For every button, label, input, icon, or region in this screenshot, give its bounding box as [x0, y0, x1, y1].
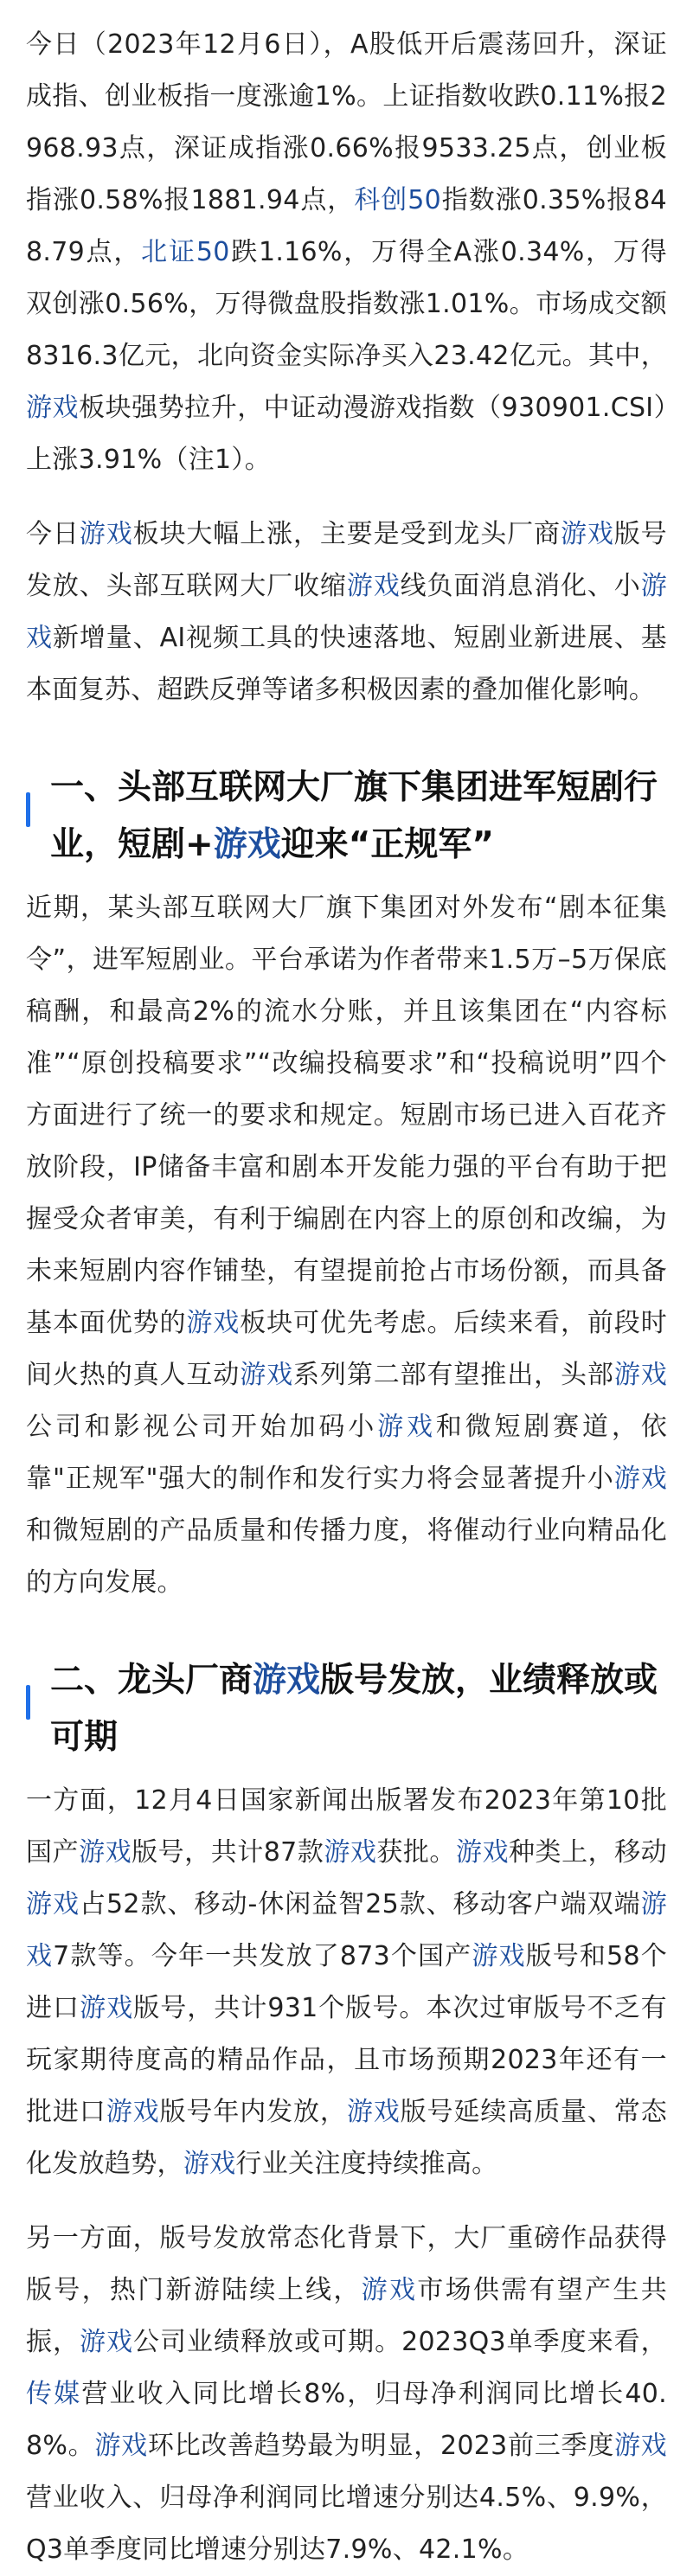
text-segment: 版号，共计87款: [132, 1837, 324, 1868]
link-game[interactable]: 游戏: [94, 2431, 148, 2461]
text-segment: 另一方面，版号发放常态化背景下，大厂重磅作品获得版号，热门新游陆续上线，: [26, 2223, 667, 2305]
link-beizheng50[interactable]: 北证50: [141, 237, 230, 267]
text-segment: 和微短剧赛道，依靠"正规军"强大的制作和发行实力将会显著提升小: [26, 1412, 667, 1494]
text-segment: 近期，某头部互联网大厂旗下集团对外发布“剧本征集令”，进军短剧业。平台承诺为作者带来1.5万–5万保底稿酬，和最高2%的流水分账，并且该集团在“内容标准”“原创投稿要求”“改编投稿要求”和“投稿说明”四个方面进行了统一的要求和规定。短剧市场已进入百花齐放阶段，IP储备丰富和剧本开发能力强的平台有助于把握受众者审美，有利于编剧在内容上的原创和改编，为未来短剧内容作铺垫，有望提前抢占市场份额，而具备基本面优势的: [26, 893, 667, 1338]
text-segment: 市场供需有望产生共振，: [26, 2275, 667, 2357]
link-game[interactable]: 游戏: [106, 2097, 160, 2127]
section-heading-1: [26, 759, 667, 874]
text-segment: 公司业绩释放或可期。2023Q3单季度来看，: [133, 2327, 667, 2357]
link-game[interactable]: 游戏: [324, 1837, 377, 1868]
text-segment: 版号年内发放，: [159, 2097, 347, 2127]
text-segment: 版号，共计931个版号。本次过审版号不乏有玩家期待度高的精品作品，且市场预期2023年还有一批进口: [26, 1993, 667, 2127]
paragraph-earnings: [26, 2213, 667, 2576]
text-segment: 今日: [26, 519, 80, 549]
heading-accent-bar: [26, 792, 30, 827]
link-game[interactable]: 游戏: [26, 1889, 80, 1919]
heading-accent-bar: [26, 1685, 30, 1720]
link-game[interactable]: 游戏: [213, 825, 281, 864]
heading-text: 版号发放，业绩释放或可期: [50, 1661, 658, 1757]
link-game[interactable]: 游戏: [26, 393, 80, 423]
text-segment: 版号延续高质量、常态化发放趋势，: [26, 2097, 668, 2179]
text-segment: 种类上，移动: [509, 1837, 667, 1868]
link-game[interactable]: 游戏: [472, 1941, 526, 1971]
link-game[interactable]: 游戏: [613, 1464, 667, 1494]
link-game[interactable]: 游戏: [346, 571, 401, 601]
link-game[interactable]: 游戏: [253, 1661, 321, 1700]
text-segment: 跌1.16%，万得全A涨0.34%，万得双创涨0.56%，万得微盘股指数涨1.01%。市场成交额8316.3亿元，北向资金实际净买入23.42亿元。其中，: [26, 237, 667, 371]
paragraph-market-summary: [26, 19, 667, 486]
text-segment: 公司和影视公司开始加码小: [26, 1412, 378, 1442]
link-media[interactable]: 传媒: [26, 2379, 82, 2409]
link-game[interactable]: 游戏: [455, 1837, 510, 1868]
text-segment: 7款等。今年一共发放了873个国产: [53, 1941, 472, 1971]
link-game[interactable]: 游戏: [80, 1993, 134, 2023]
text-segment: 系列第二部有望推出，头部: [293, 1360, 614, 1390]
text-segment: 环比改善趋势最为明显，2023前三季度: [147, 2431, 614, 2461]
link-kechuang50[interactable]: 科创50: [354, 185, 442, 215]
section-heading-2: [26, 1652, 667, 1766]
link-game[interactable]: 游戏: [613, 2431, 667, 2461]
paragraph-short-drama: [26, 882, 667, 1609]
heading-text: 一、头部互联网大厂旗下集团进军短剧行业，短剧+: [50, 768, 658, 864]
link-game[interactable]: 游戏: [80, 2327, 134, 2357]
link-game[interactable]: 游戏: [240, 1360, 294, 1390]
link-game[interactable]: 游戏: [361, 2275, 418, 2305]
link-game[interactable]: 游戏: [613, 1360, 668, 1390]
text-segment: 板块大幅上涨，主要是受到龙头厂商: [132, 519, 561, 549]
link-game[interactable]: 游戏: [79, 1837, 132, 1868]
heading-text: 迎来“正规军”: [280, 825, 494, 864]
text-segment: 和微短剧的产品质量和传播力度，将催动行业向精品化的方向发展。: [26, 1515, 667, 1598]
text-segment: 行业关注度持续推高。: [235, 2149, 498, 2179]
text-segment: 一方面，12月4日国家新闻出版署发布2023年第10批国产: [26, 1785, 667, 1868]
text-segment: 获批。: [376, 1837, 456, 1868]
text-segment: 版号和58个进口: [26, 1941, 667, 2023]
link-game[interactable]: 游戏: [560, 519, 614, 549]
text-segment: 板块强势拉升，中证动漫游戏指数（930901.CSI）上涨3.91%（注1）。: [26, 393, 667, 475]
link-game[interactable]: 游戏: [26, 571, 668, 653]
link-game[interactable]: 游戏: [346, 2097, 401, 2127]
link-game[interactable]: 游戏: [377, 1412, 436, 1442]
text-segment: 营业收入、归母净利润同比增速分别达4.5%、9.9%，Q3单季度同比增速分别达7.9%、42.1%。: [26, 2483, 667, 2565]
paragraph-drivers: [26, 509, 667, 716]
text-segment: 营业收入同比增长8%，归母净利润同比增长40.8%。: [26, 2379, 668, 2461]
text-segment: 版号发放、头部互联网大厂收缩: [26, 519, 667, 601]
paragraph-licenses: [26, 1775, 667, 2190]
text-segment: 新增量、AI视频工具的快速落地、短剧业新进展、基本面复苏、超跌反弹等诸多积极因素的叠加催化影响。: [26, 623, 667, 705]
text-segment: 线负面消息消化、小: [400, 571, 641, 601]
text-segment: 占52款、移动-休闲益智25款、移动客户端双端: [80, 1889, 641, 1919]
text-segment: 指数涨0.35%报848.79点，: [26, 185, 668, 267]
link-game[interactable]: 游戏: [26, 1889, 667, 1971]
link-game[interactable]: 游戏: [183, 2149, 236, 2179]
link-game[interactable]: 游戏: [79, 519, 133, 549]
link-game[interactable]: 游戏: [186, 1308, 241, 1338]
heading-text: 二、龙头厂商: [50, 1661, 253, 1700]
text-segment: 今日（2023年12月6日），A股低开后震荡回升，深证成指、创业板指一度涨逾1%。上证指数收跌0.11%报2968.93点，深证成指涨0.66%报9533.25点，创业板指涨0.58%报1881.94点，: [26, 29, 667, 215]
text-segment: 板块可优先考虑。后续来看，前段时间火热的真人互动: [26, 1308, 667, 1390]
